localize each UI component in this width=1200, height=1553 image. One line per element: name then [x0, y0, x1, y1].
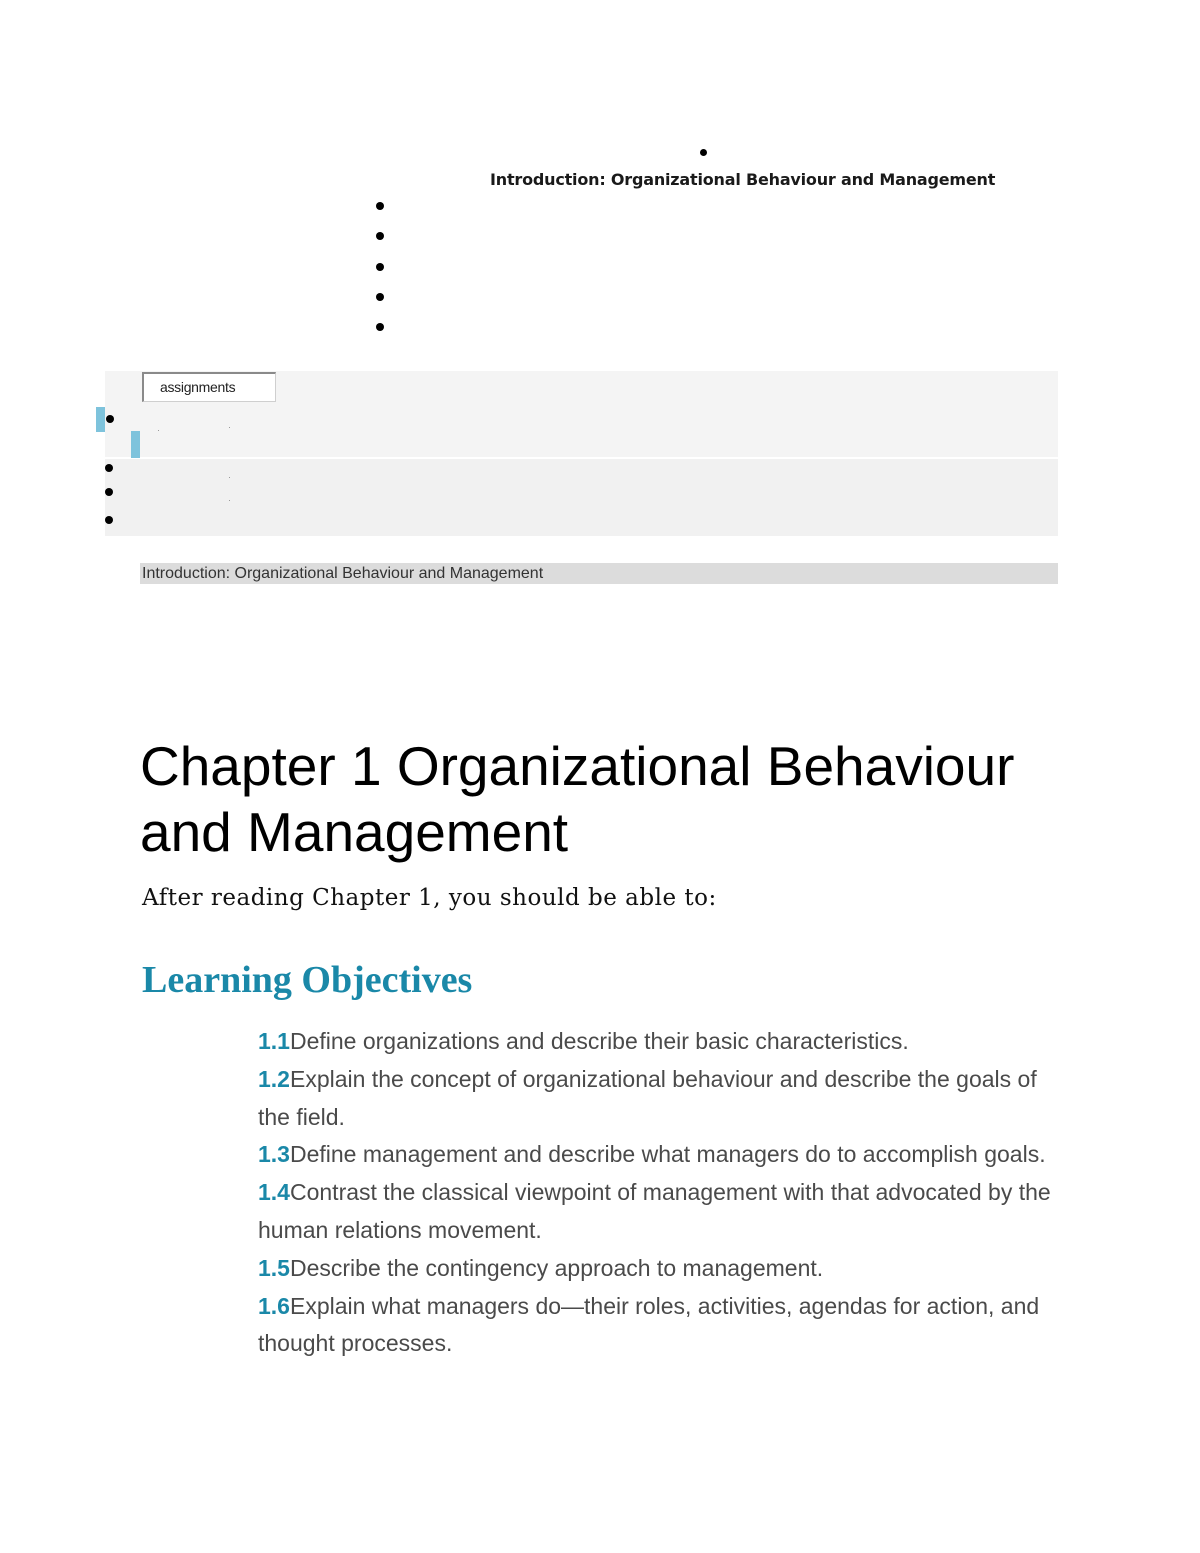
placeholder-mark: [229, 427, 230, 428]
bullet-dot: [106, 415, 114, 423]
bullet-dot: [376, 323, 384, 331]
objective-item: [258, 1288, 1068, 1364]
objectives-list: [258, 1023, 1068, 1363]
marker-icon: [131, 431, 140, 458]
bullet-dot: [700, 149, 707, 156]
nav-title[interactable]: Introduction: Organizational Behaviour and Management: [490, 170, 996, 189]
bullet-dot: [376, 232, 384, 240]
bullet-dot: [376, 263, 384, 271]
chapter-intro: After reading Chapter 1, you should be able to:: [142, 885, 717, 911]
objective-item: [258, 1061, 1068, 1137]
objective-text: Explain what managers do—their roles, activities, agendas for action, and thought processes.: [258, 1292, 1040, 1357]
objective-text: Define organizations and describe their basic characteristics.: [289, 1028, 909, 1054]
objectives-heading: Learning Objectives: [142, 959, 473, 1001]
objective-text: Define management and describe what managers do to accomplish goals.: [289, 1141, 1046, 1168]
assignments-tab[interactable]: assignments: [142, 372, 276, 402]
placeholder-mark: [158, 430, 159, 431]
objective-text: Explain the concept of organizational behaviour and describe the goals of the field.: [258, 1065, 1037, 1130]
bullet-dot: [105, 488, 113, 496]
objective-item: [258, 1250, 1068, 1288]
chapter-title: Chapter 1 Organizational Behaviour and Management: [140, 735, 1015, 863]
objective-number: 1.1: [258, 1028, 290, 1054]
bullet-dot: [105, 464, 113, 472]
marker-icon: [96, 407, 105, 432]
objective-number: 1.3: [258, 1141, 290, 1168]
objective-number: 1.2: [258, 1065, 290, 1092]
objective-text: Describe the contingency approach to management.: [289, 1254, 824, 1281]
objective-number: 1.4: [258, 1179, 290, 1206]
objective-text: Contrast the classical viewpoint of management with that advocated by the human relations movement.: [258, 1179, 1051, 1243]
objective-item: [258, 1023, 1068, 1061]
widget-panel-lower: [105, 459, 1058, 536]
objective-number: 1.6: [258, 1292, 290, 1319]
objective-number: 1.5: [258, 1254, 290, 1281]
bullet-dot: [105, 516, 113, 524]
placeholder-mark: [229, 477, 230, 478]
bullet-dot: [376, 293, 384, 301]
objective-item: [258, 1174, 1068, 1250]
bullet-dot: [376, 202, 384, 210]
placeholder-mark: [229, 500, 230, 501]
objective-item: [258, 1136, 1068, 1174]
section-header-bar: Introduction: Organizational Behaviour and Management: [140, 563, 1058, 584]
